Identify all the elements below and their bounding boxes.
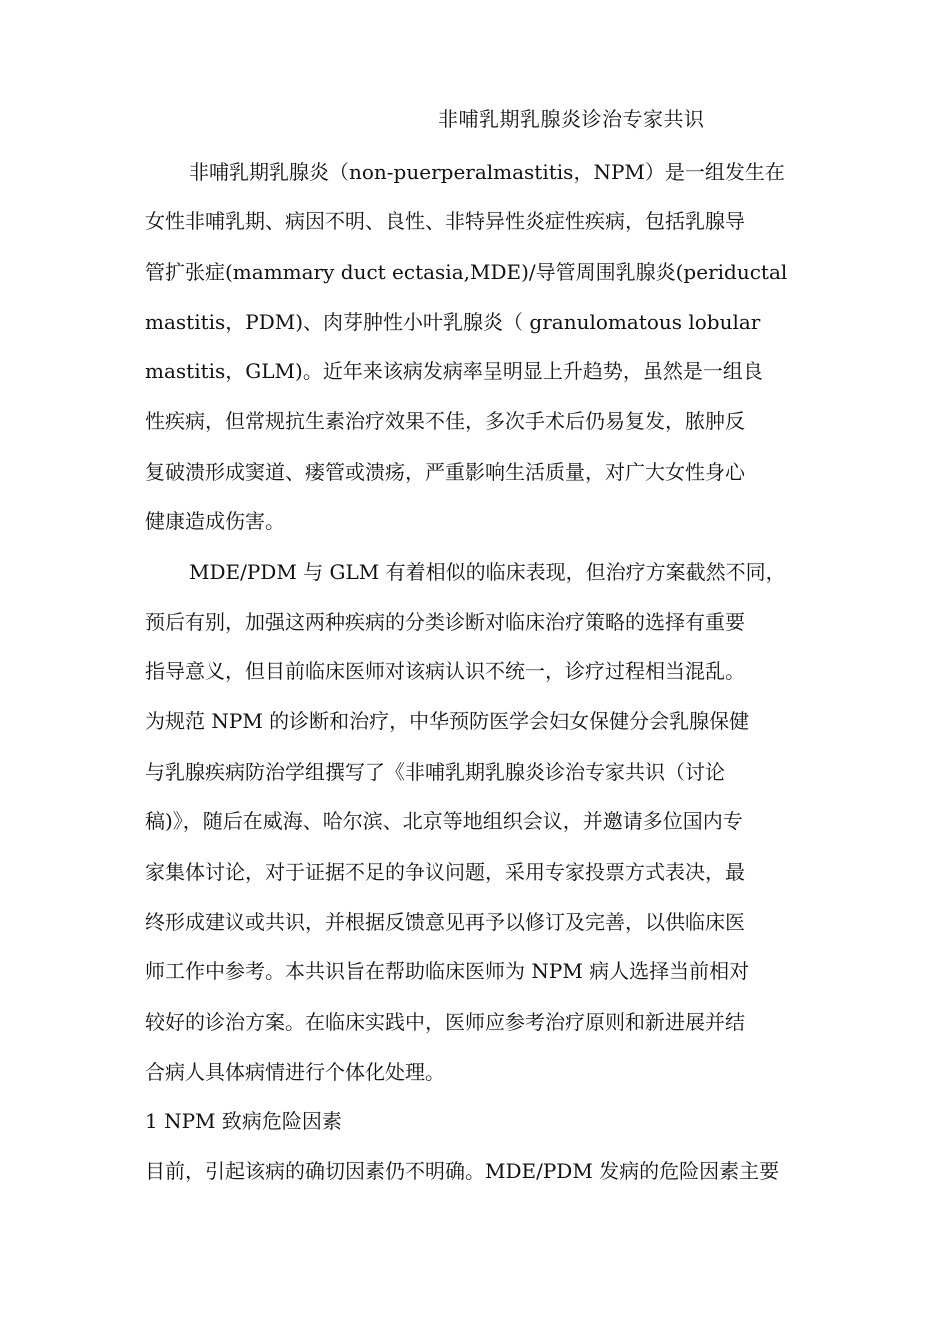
paragraph-1-line-6: 性疾病，但常规抗生素治疗效果不佳，多次手术后仍易复发，脓肿反: [145, 409, 745, 433]
paragraph-1-line-1: 非哺乳期乳腺炎（non-puerperalmastitis，NPM）是一组发生在: [189, 160, 785, 184]
paragraph-2-line-3: 指导意义，但目前临床医师对该病认识不统一，诊疗过程相当混乱。: [145, 659, 745, 683]
section-heading-1: 1 NPM 致病危险因素: [145, 1109, 342, 1133]
paragraph-2-line-10: 较好的诊治方案。在临床实践中，医师应参考治疗原则和新进展并结: [145, 1010, 745, 1034]
paragraph-2-line-7: 家集体讨论，对于证据不足的争议问题，采用专家投票方式表决，最: [145, 860, 745, 884]
paragraph-1-line-4: mastitis，PDM)、肉芽肿性小叶乳腺炎（ granulomatous lobular: [145, 310, 761, 334]
paragraph-2-line-9: 师工作中参考。本共识旨在帮助临床医师为 NPM 病人选择当前相对: [145, 959, 750, 983]
paragraph-1-line-5: mastitis，GLM)。近年来该病发病率呈明显上升趋势，虽然是一组良: [145, 359, 763, 383]
paragraph-2-line-6: 稿)》，随后在威海、哈尔滨、北京等地组织会议，并邀请多位国内专: [145, 809, 743, 833]
paragraph-1-line-8: 健康造成伤害。: [145, 509, 285, 533]
paragraph-1-line-2: 女性非哺乳期、病因不明、良性、非特异性炎症性疾病，包括乳腺导: [145, 209, 745, 233]
section-1-line-1: 目前，引起该病的确切因素仍不明确。MDE/PDM 发病的危险因素主要: [145, 1159, 780, 1183]
paragraph-2-line-4: 为规范 NPM 的诊断和治疗，中华预防医学会妇女保健分会乳腺保健: [145, 709, 750, 733]
paragraph-2-line-8: 终形成建议或共识，并根据反馈意见再予以修订及完善，以供临床医: [145, 910, 745, 934]
paragraph-2-line-1: MDE/PDM 与 GLM 有着相似的临床表现，但治疗方案截然不同，: [189, 560, 786, 584]
paragraph-2-line-5: 与乳腺疾病防治学组撰写了《非哺乳期乳腺炎诊治专家共识（讨论: [145, 760, 725, 784]
paragraph-1-line-3: 管扩张症(mammary duct ectasia,MDE)/导管周围乳腺炎(periductal: [145, 260, 788, 284]
paragraph-1-line-7: 复破溃形成窦道、瘘管或溃疡，严重影响生活质量，对广大女性身心: [145, 460, 745, 484]
document-title: 非哺乳期乳腺炎诊治专家共识: [438, 107, 705, 131]
paragraph-2-line-2: 预后有别，加强这两种疾病的分类诊断对临床治疗策略的选择有重要: [145, 610, 745, 634]
paragraph-2-line-11: 合病人具体病情进行个体化处理。: [145, 1060, 445, 1084]
